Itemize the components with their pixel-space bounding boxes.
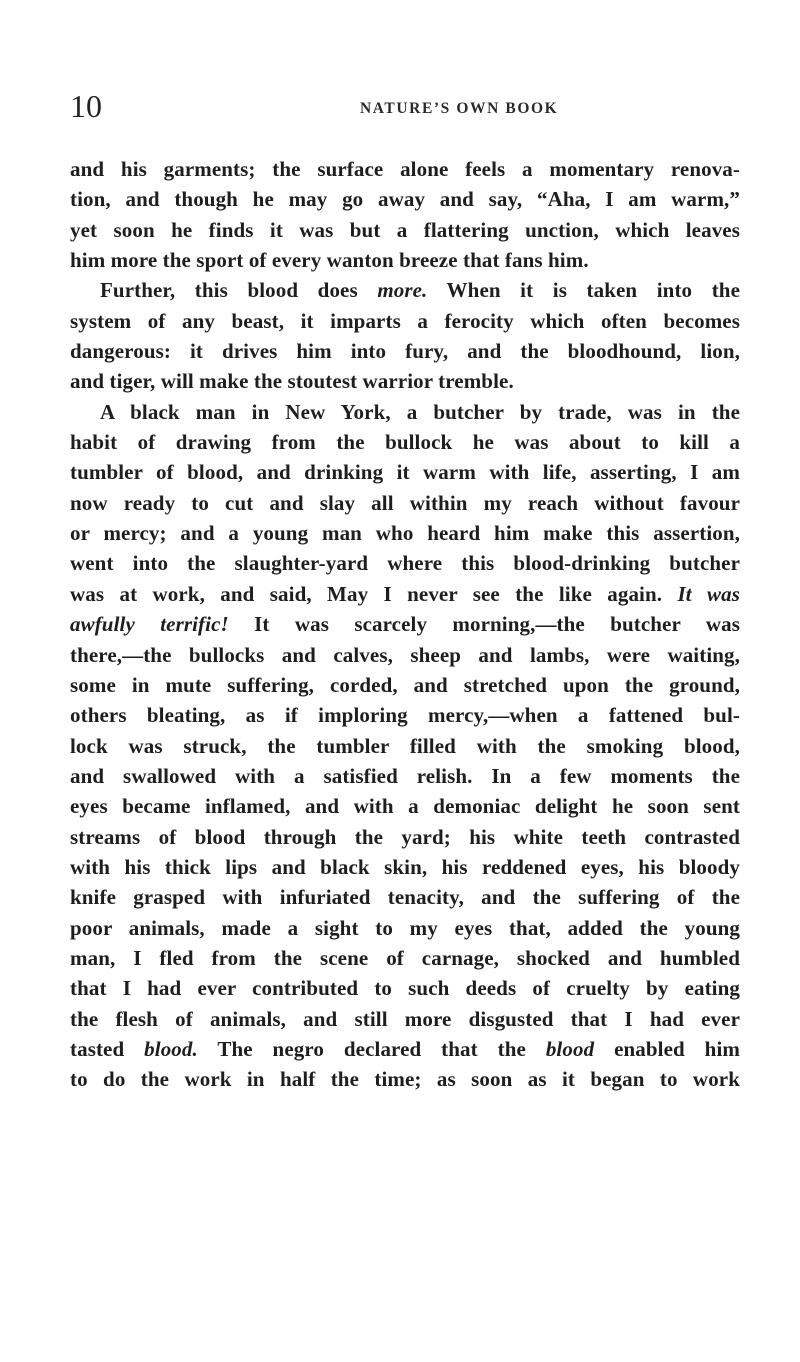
page-number: 10: [70, 88, 102, 124]
text-line: now ready to cut and slay all within my reach without favour: [70, 490, 740, 515]
emphasis-more: more.: [377, 278, 428, 303]
emphasis-blood: blood.: [144, 1036, 198, 1061]
text-run: tasted: [70, 1036, 145, 1061]
text-line: A black man in New York, a butcher by trade, was in the: [100, 399, 740, 424]
text-line: streams of blood through the yard; his white teeth contrasted: [70, 824, 740, 849]
text-line: [70, 275, 740, 305]
text-line: knife grasped with infuriated tenacity, and the suffering of the: [70, 885, 740, 910]
text-line: and his garments; the surface alone feels a momentary renova-: [70, 157, 740, 181]
text-line: man, I fled from the scene of carnage, shocked and humbled: [70, 945, 740, 970]
page-header: [70, 86, 740, 136]
text-line: and swallowed with a satisfied relish. In a few moments the: [70, 763, 740, 788]
text-line: that I had ever contributed to such deeds of cruelty by eating: [70, 976, 740, 1001]
text-line: him more the sport of every wanton breeze that fans him.: [70, 248, 589, 273]
text-line: with his thick lips and black skin, his reddened eyes, his bloody: [70, 854, 740, 879]
emphasis-it-was: It was: [677, 581, 740, 606]
text-line: or mercy; and a young man who heard him make this assertion,: [70, 521, 740, 546]
text-line: went into the slaughter-yard where this blood-drinking butcher: [70, 551, 740, 576]
text-line: there,—the bullocks and calves, sheep and lambs, were waiting,: [70, 642, 740, 667]
text-run: enabled him: [594, 1036, 740, 1061]
text-run: Further, this blood does: [100, 278, 378, 303]
emphasis-blood: blood: [545, 1036, 595, 1061]
text-line: the flesh of animals, and still more disgusted that I had ever: [70, 1006, 740, 1031]
text-line: [70, 609, 740, 639]
text-line: lock was struck, the tumbler filled with the smoking blood,: [70, 733, 740, 758]
running-title: NATURE’S OWN BOOK: [360, 100, 559, 117]
text-line: [70, 1034, 740, 1064]
text-line: and tiger, will make the stoutest warrior tremble.: [70, 369, 514, 394]
text-line: system of any beast, it imparts a ferocity which often becomes: [70, 308, 740, 333]
text-run: It was scarcely morning,—the butcher was: [228, 612, 740, 637]
emphasis-awfully-terrific: awfully terrific!: [70, 612, 229, 637]
text-line: yet soon he finds it was but a flattering unction, which leaves: [70, 217, 740, 242]
text-line: others bleating, as if imploring mercy,—when a fattened bul-: [70, 703, 740, 728]
text-line: tion, and though he may go away and say, “Aha, I am warm,”: [70, 187, 740, 212]
text-line: habit of drawing from the bullock he was about to kill a: [70, 430, 740, 455]
text-line: dangerous: it drives him into fury, and the bloodhound, lion,: [70, 339, 740, 364]
text-line: to do the work in half the time; as soon as it began to work: [70, 1067, 740, 1092]
text-line: tumbler of blood, and drinking it warm with life, asserting, I am: [70, 460, 740, 485]
body-text: [70, 154, 740, 1095]
text-run: The negro declared that the: [197, 1036, 546, 1061]
text-run: When it is taken into the: [427, 278, 740, 303]
text-line: [70, 579, 740, 609]
text-line: eyes became inflamed, and with a demoniac delight he soon sent: [70, 794, 740, 819]
text-line: some in mute suffering, corded, and stretched upon the ground,: [70, 672, 740, 697]
text-line: poor animals, made a sight to my eyes that, added the young: [70, 915, 740, 940]
text-run: was at work, and said, May I never see the like again.: [70, 581, 678, 606]
